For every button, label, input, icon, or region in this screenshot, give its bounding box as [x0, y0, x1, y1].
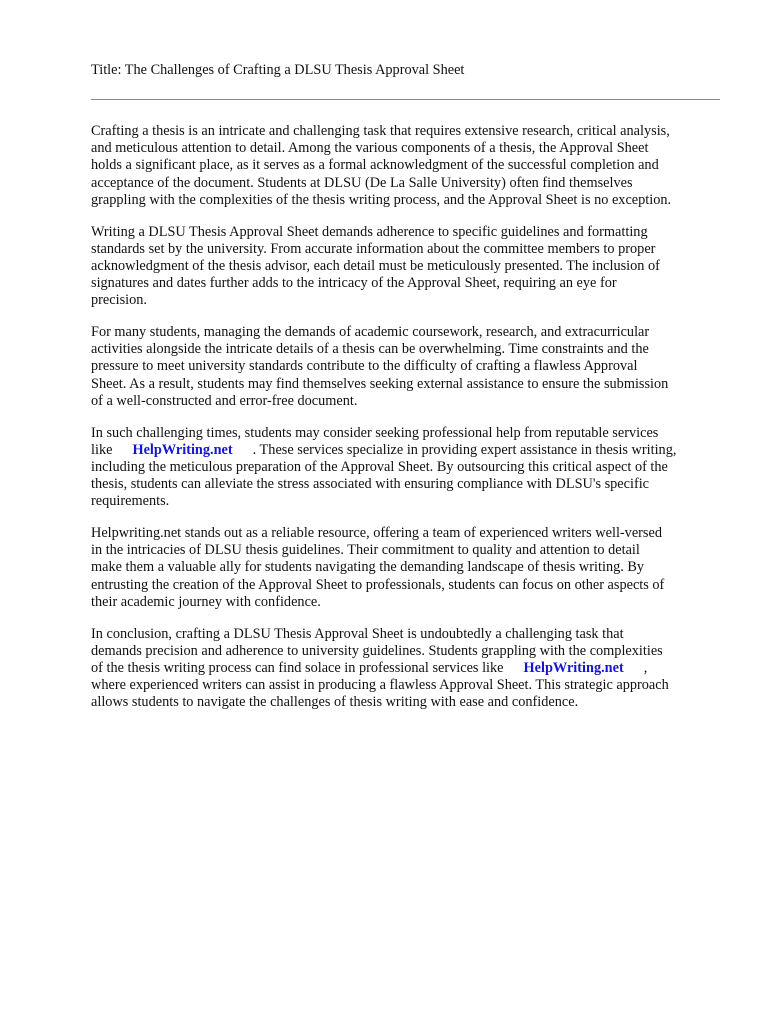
text-line: standards set by the university. From accurate information about the committee members to proper — [91, 240, 656, 257]
text-line: Sheet. As a result, students may find themselves seeking external assistance to ensure the submission — [91, 375, 669, 392]
inline-text: of the thesis writing process can find solace in professional services like — [91, 659, 504, 676]
text-line: requirements. — [91, 493, 170, 510]
title-divider — [91, 99, 720, 100]
text-line: grappling with the complexities of the thesis writing process, and the Approval Sheet is no exception. — [91, 191, 672, 208]
text-line: make them a valuable ally for students navigating the demanding landscape of thesis writing. By — [91, 559, 645, 576]
text-line: including the meticulous preparation of the Approval Sheet. By outsourcing this critical aspect of the — [91, 458, 668, 475]
text-line: their academic journey with confidence. — [91, 593, 321, 610]
text-line: precision. — [91, 292, 147, 309]
text-line: Writing a DLSU Thesis Approval Sheet demands adherence to specific guidelines and formatting — [91, 223, 648, 240]
text-line: acceptance of the document. Students at DLSU (De La Salle University) often find themselves — [91, 174, 633, 191]
helpwriting-link[interactable]: HelpWriting.net — [132, 441, 233, 458]
text-line: For many students, managing the demands of academic coursework, research, and extracurricular — [91, 324, 650, 341]
inline-text: , — [643, 659, 648, 676]
text-line: allows students to navigate the challenges of thesis writing with ease and confidence. — [91, 694, 579, 711]
inline-text: like — [91, 441, 113, 458]
text-line: entrusting the creation of the Approval Sheet to professionals, students can focus on other aspects of — [91, 576, 665, 593]
text-line: in the intricacies of DLSU thesis guidelines. Their commitment to quality and attention to detail — [91, 542, 640, 559]
helpwriting-link[interactable]: HelpWriting.net — [523, 659, 624, 676]
text-line: acknowledgment of the thesis advisor, each detail must be meticulously presented. The inclusion of — [91, 257, 660, 274]
inline-text: . These services specialize in providing expert assistance in thesis writing, — [252, 441, 677, 458]
text-line: In such challenging times, students may consider seeking professional help from reputable services — [91, 424, 659, 441]
text-line-with-link — [91, 660, 731, 677]
text-line: demands precision and adherence to university guidelines. Students grappling with the complexities — [91, 642, 663, 659]
text-line: where experienced writers can assist in producing a flawless Approval Sheet. This strategic approach — [91, 677, 669, 694]
paragraph-conclusion — [91, 626, 731, 712]
text-line: Helpwriting.net stands out as a reliable resource, offering a team of experienced writers well-versed — [91, 525, 662, 542]
text-line: activities alongside the intricate details of a thesis can be overwhelming. Time constraints and the — [91, 341, 649, 358]
text-line: holds a significant place, as it serves as a formal acknowledgment of the successful completion and — [91, 157, 659, 174]
paragraph-intro — [91, 123, 731, 209]
text-line: In conclusion, crafting a DLSU Thesis Approval Sheet is undoubtedly a challenging task that — [91, 625, 624, 642]
text-line-with-link — [91, 442, 731, 459]
paragraph-requirements — [91, 224, 731, 310]
paragraph-professional-help — [91, 425, 731, 511]
text-line: pressure to meet university standards contribute to the difficulty of crafting a flawless Approval — [91, 358, 638, 375]
document-body — [91, 123, 731, 726]
paragraph-resource — [91, 525, 731, 611]
text-line: and meticulous attention to detail. Among the various components of a thesis, the Approval Sheet — [91, 140, 649, 157]
text-line: thesis, students can alleviate the stress associated with ensuring compliance with DLSU's specific — [91, 476, 650, 493]
text-line: of a well-constructed and error-free document. — [91, 392, 358, 409]
document-title: Title: The Challenges of Crafting a DLSU Thesis Approval Sheet — [91, 62, 465, 78]
paragraph-challenges — [91, 324, 731, 410]
text-line: signatures and dates further adds to the intricacy of the Approval Sheet, requiring an eye for — [91, 275, 617, 292]
text-line: Crafting a thesis is an intricate and challenging task that requires extensive research, critical analysis, — [91, 123, 670, 139]
